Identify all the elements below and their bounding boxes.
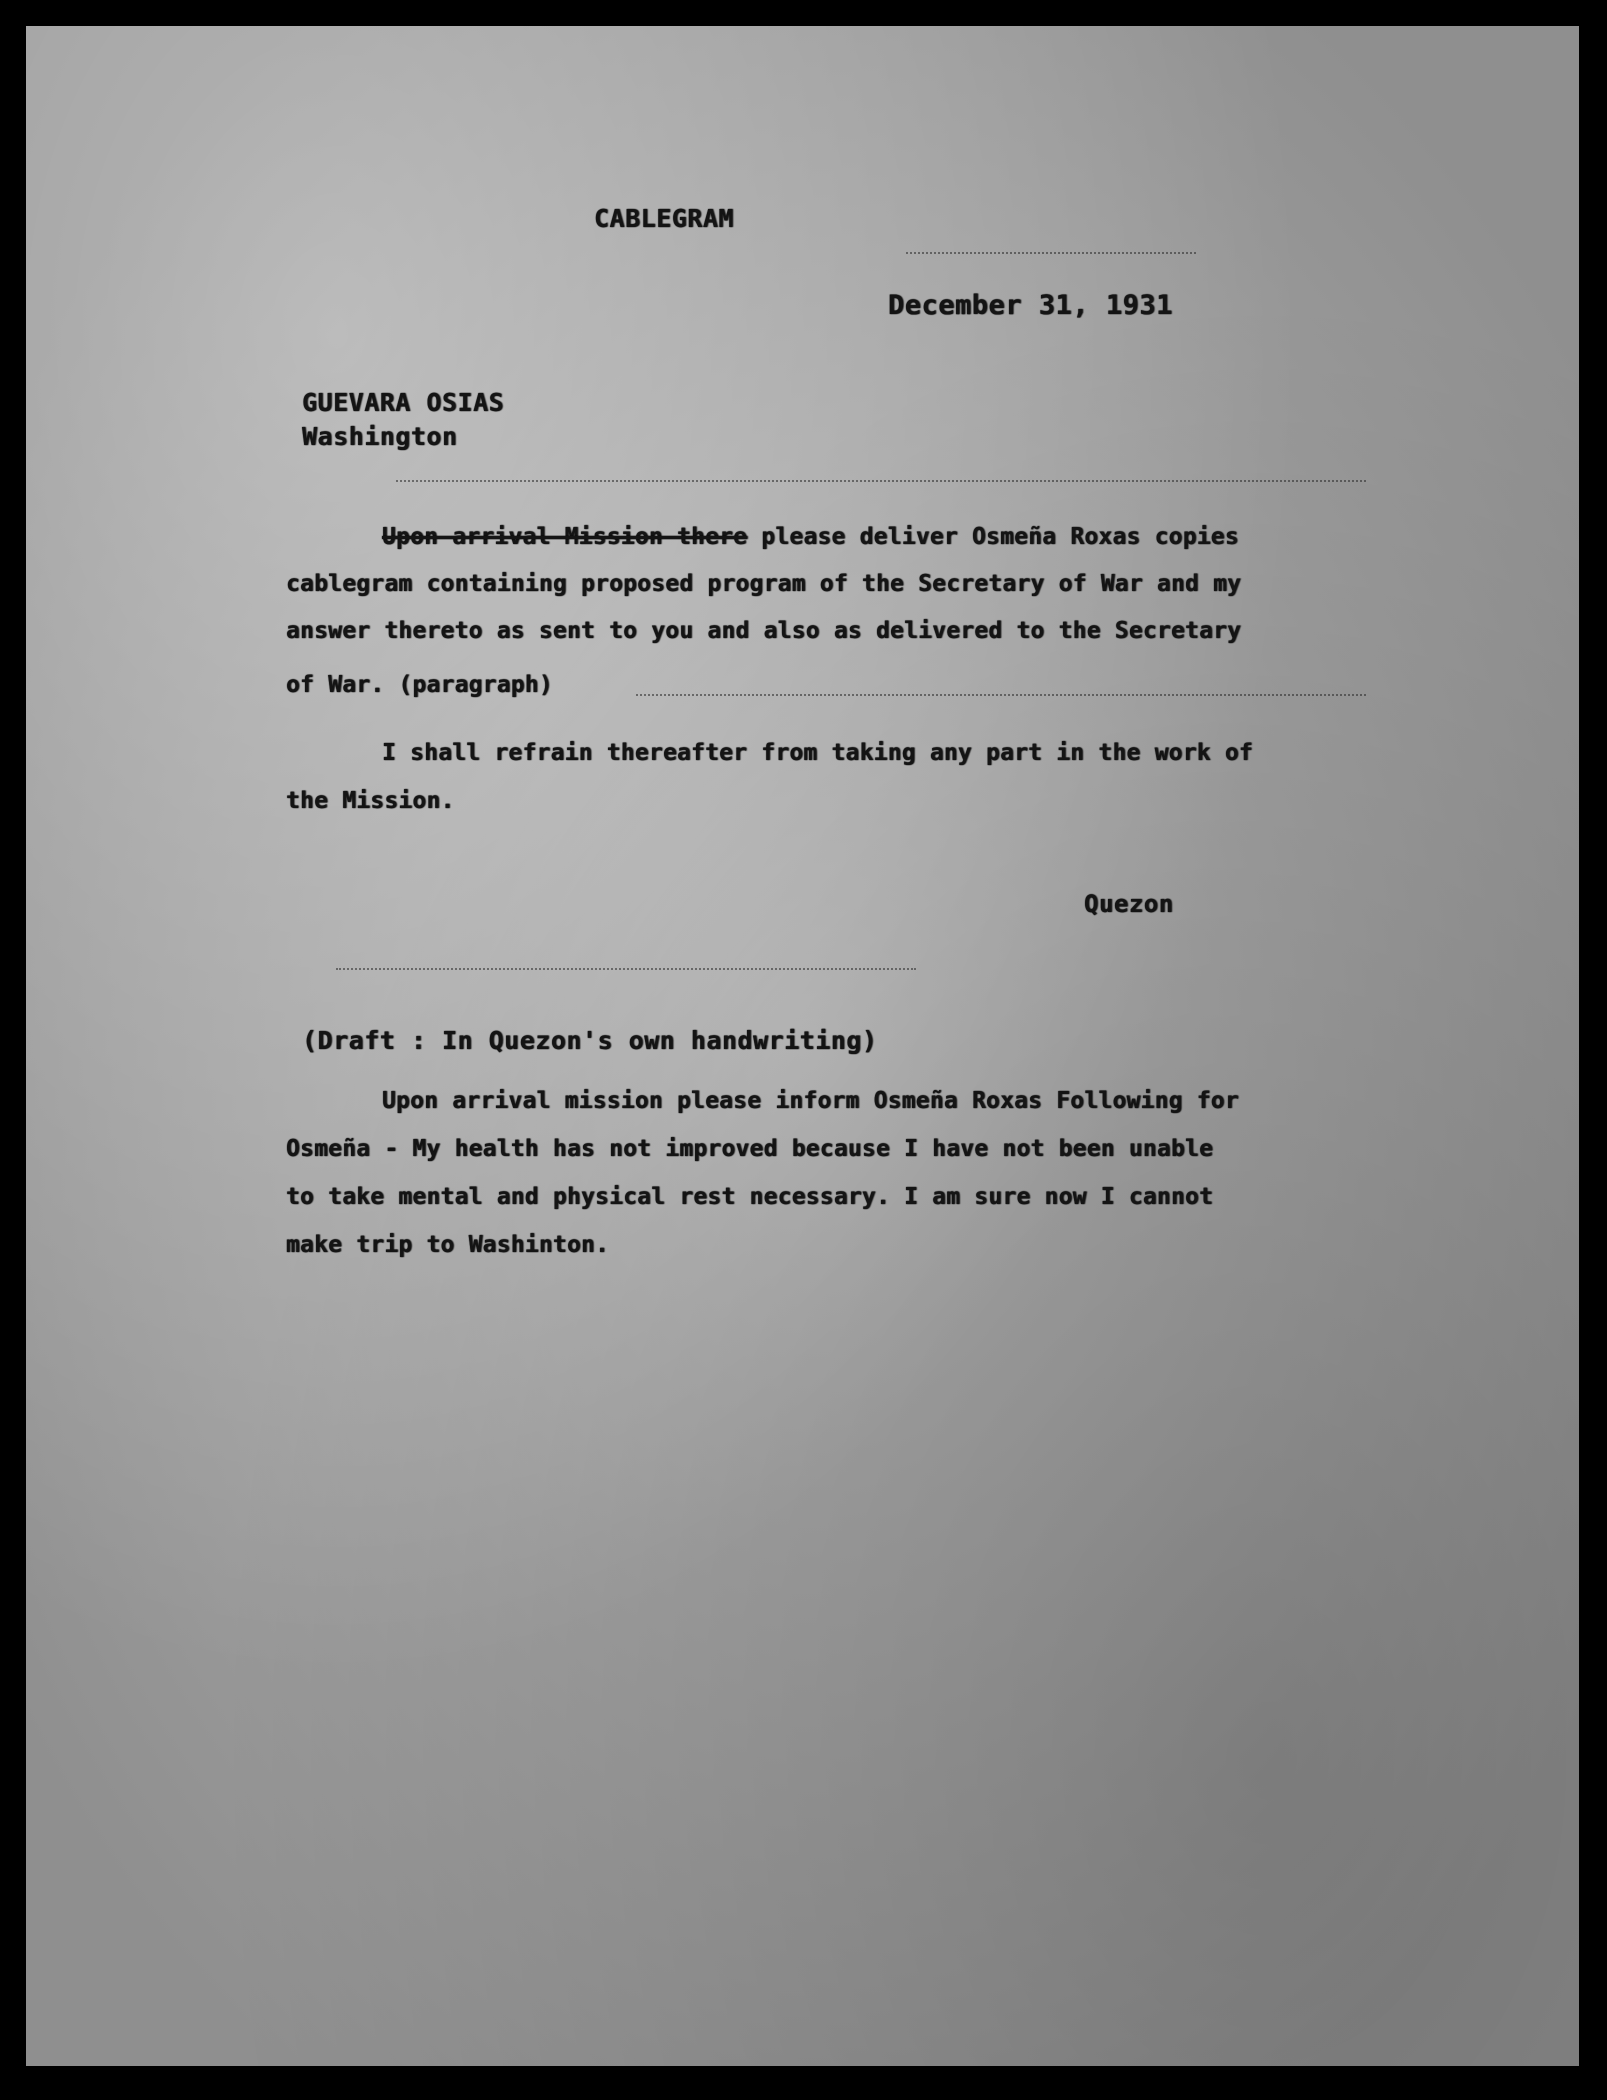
signature-rule bbox=[336, 968, 916, 970]
para1-line1-rest: please deliver Osmeña Roxas copies bbox=[761, 524, 1239, 550]
para2-line2: the Mission. bbox=[286, 788, 455, 814]
draft-line3: to take mental and physical rest necessary. I am sure now I cannot bbox=[286, 1184, 1214, 1210]
addressee-city: Washington bbox=[302, 422, 458, 451]
draft-line1: Upon arrival mission please inform Osmeña Roxas Following for bbox=[382, 1088, 1239, 1114]
document-date: December 31, 1931 bbox=[888, 290, 1173, 321]
draft-line2: Osmeña - My health has not improved because I have not been unable bbox=[286, 1136, 1214, 1162]
struck-text: Upon arrival Mission there bbox=[382, 524, 748, 550]
draft-line4: make trip to Washinton. bbox=[286, 1232, 610, 1258]
para1-line1 bbox=[382, 524, 1239, 550]
header-rule bbox=[906, 252, 1196, 254]
addressee-rule bbox=[396, 480, 1366, 482]
signature: Quezon bbox=[1084, 890, 1174, 918]
para1-rule bbox=[636, 694, 1366, 696]
addressee-name: GUEVARA OSIAS bbox=[302, 388, 505, 417]
para1-line3: answer thereto as sent to you and also as delivered to the Secretary bbox=[286, 618, 1242, 644]
para1-line2: cablegram containing proposed program of the Secretary of War and my bbox=[286, 571, 1242, 597]
para1-line4: of War. (paragraph) bbox=[286, 672, 553, 698]
draft-heading: (Draft : In Quezon's own handwriting) bbox=[302, 1026, 878, 1055]
document-title: CABLEGRAM bbox=[594, 204, 734, 233]
document-page bbox=[26, 26, 1579, 2066]
para2-line1: I shall refrain thereafter from taking any part in the work of bbox=[382, 740, 1253, 766]
